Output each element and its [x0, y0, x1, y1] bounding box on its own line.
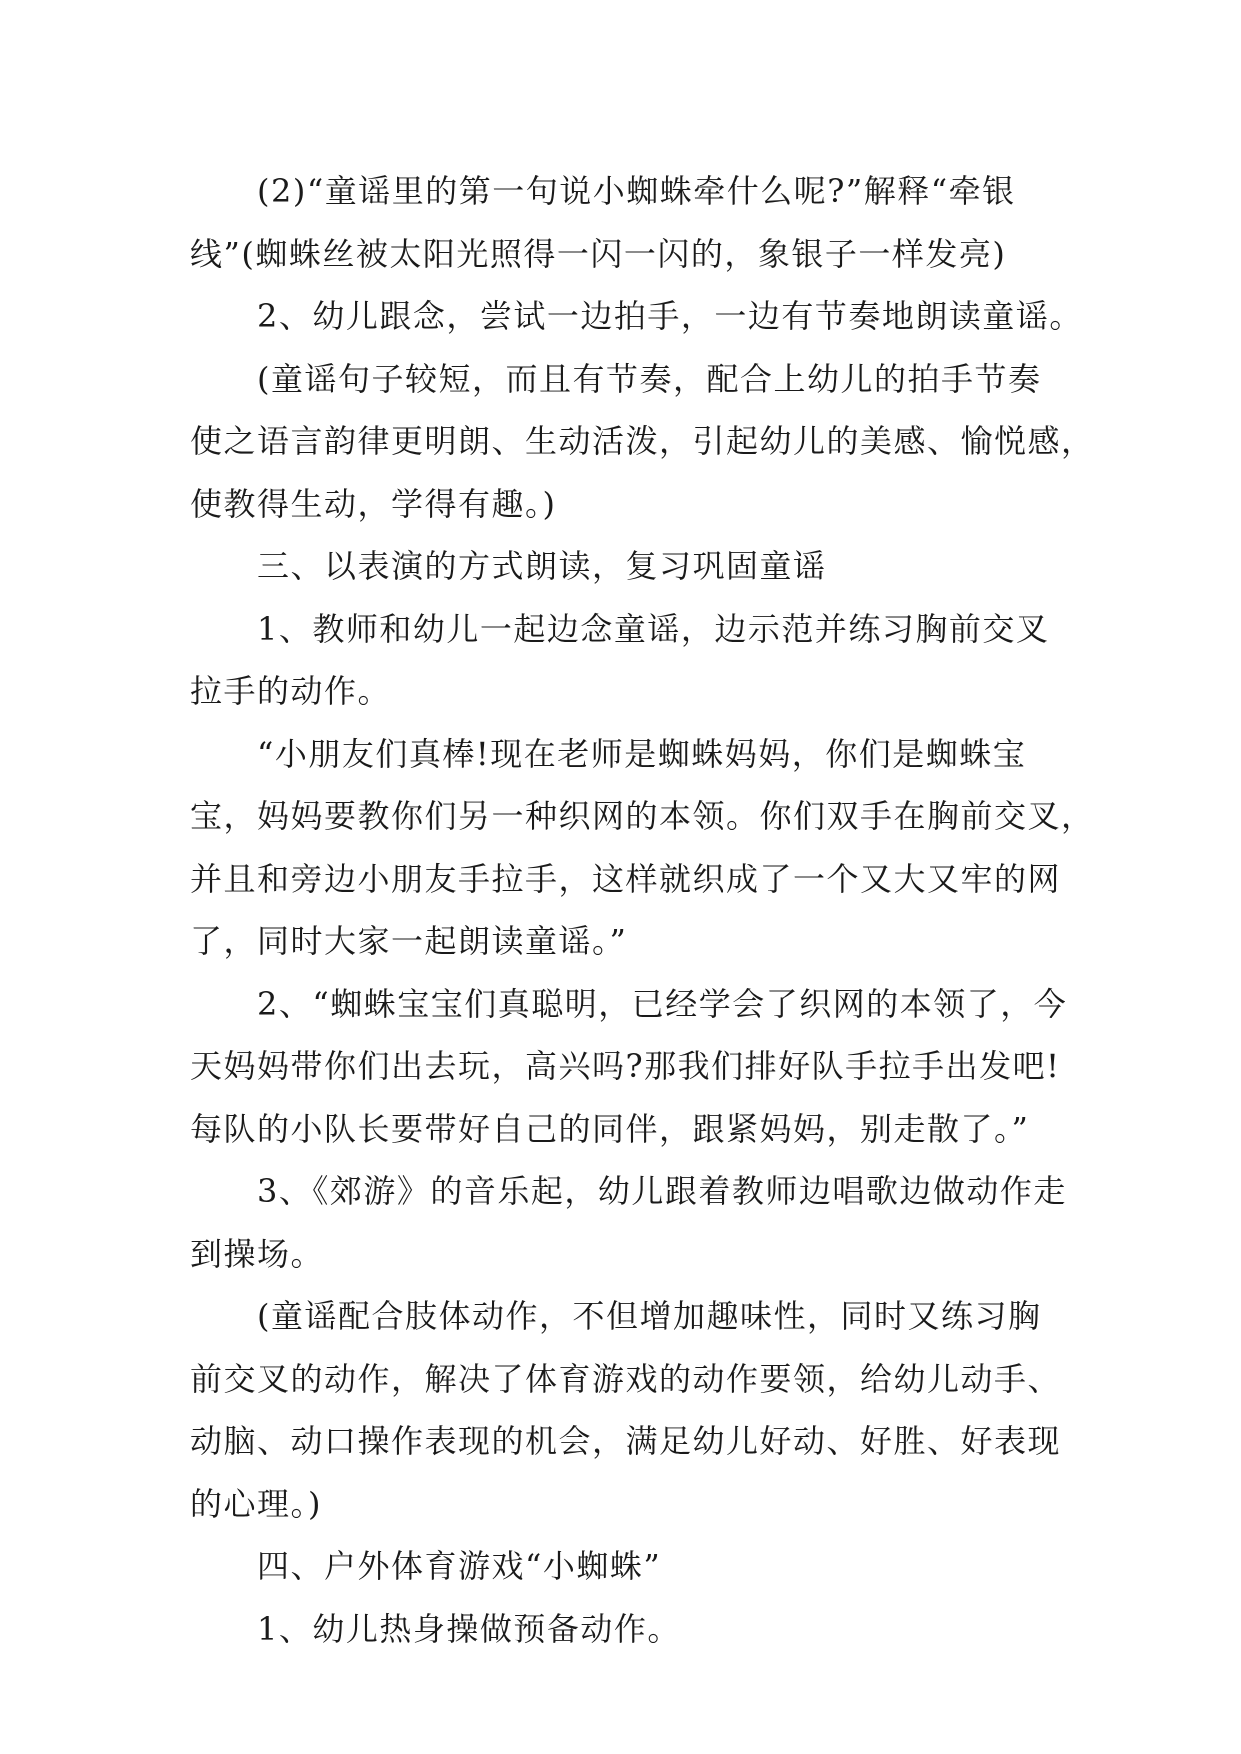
text-line: “小朋友们真棒!现在老师是蜘蛛妈妈，你们是蜘蛛宝	[190, 734, 1027, 773]
text-line: 3、《郊游》的音乐起，幼儿跟着教师边唱歌边做动作走	[190, 1172, 1067, 1210]
text-line: 了，同时大家一起朗读童谣。”	[190, 922, 628, 960]
text-line: 使教得生动，学得有趣。)	[190, 484, 557, 523]
text-line: (2)“童谣里的第一句说小蜘蛛牵什么呢?”解释“牵银	[190, 172, 1016, 210]
text-line: 1、教师和幼儿一起边念童谣，边示范并练习胸前交叉	[190, 609, 1050, 648]
text-line: 拉手的动作。	[190, 672, 392, 710]
text-line: 2、“蜘蛛宝宝们真聪明，已经学会了织网的本领了，今	[190, 984, 1068, 1023]
text-line: 1、幼儿热身操做预备动作。	[190, 1609, 681, 1648]
text-line: 天妈妈带你们出去玩，高兴吗?那我们排好队手拉手出发吧!	[190, 1047, 1061, 1085]
text-line: 动脑、动口操作表现的机会，满足幼儿好动、好胜、好表现	[190, 1422, 1062, 1460]
text-line: 到操场。	[190, 1234, 325, 1273]
document-body	[190, 160, 1095, 1660]
text-line: 使之语言韵律更明朗、生动活泼，引起幼儿的美感、愉悦感，	[190, 422, 1095, 460]
text-line: 四、户外体育游戏“小蜘蛛”	[190, 1547, 662, 1585]
text-line: 线”(蜘蛛丝被太阳光照得一闪一闪的，象银子一样发亮)	[190, 234, 1007, 273]
text-line: 宝，妈妈要教你们另一种织网的本领。你们双手在胸前交叉，	[190, 797, 1095, 835]
text-line: 的心理。)	[190, 1484, 322, 1523]
text-line: 每队的小队长要带好自己的同伴，跟紧妈妈，别走散了。”	[190, 1109, 1030, 1148]
text-line: 前交叉的动作，解决了体育游戏的动作要领，给幼儿动手、	[190, 1359, 1062, 1398]
text-line: 2、幼儿跟念，尝试一边拍手，一边有节奏地朗读童谣。	[190, 297, 1083, 335]
text-line: 三、以表演的方式朗读，复习巩固童谣	[190, 547, 827, 585]
text-line: (童谣句子较短，而且有节奏，配合上幼儿的拍手节奏	[190, 359, 1042, 398]
text-line: (童谣配合肢体动作，不但增加趣味性，同时又练习胸	[190, 1297, 1042, 1335]
text-line: 并且和旁边小朋友手拉手，这样就织成了一个又大又牢的网	[190, 859, 1062, 898]
